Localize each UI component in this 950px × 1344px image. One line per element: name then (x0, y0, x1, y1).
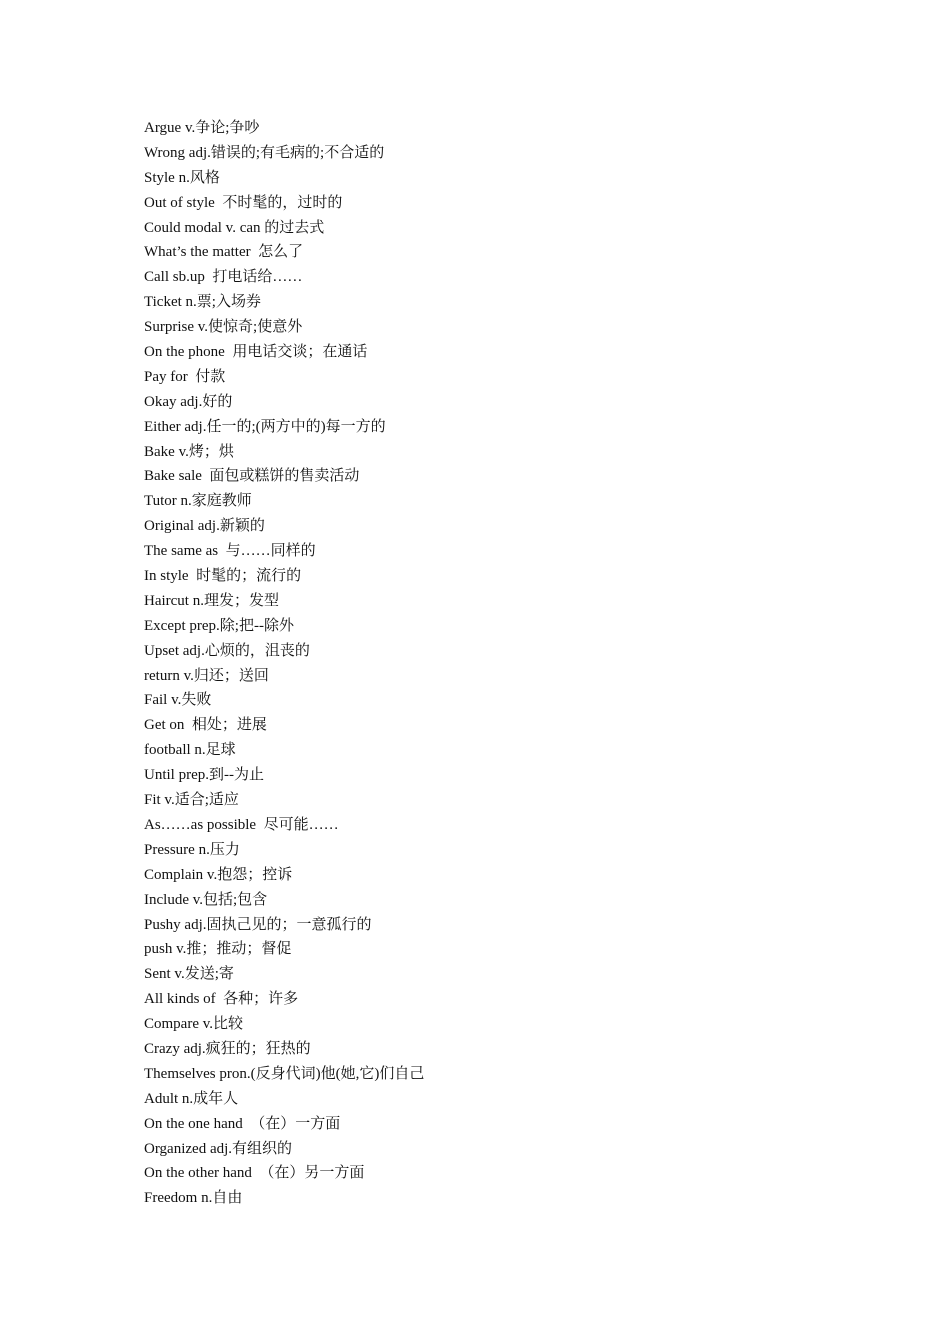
vocabulary-entry: Bake v.烤；烘 (144, 443, 234, 460)
vocabulary-entry: Okay adj.好的 (144, 393, 233, 410)
vocabulary-entry: As……as possible 尽可能…… (144, 816, 339, 833)
vocabulary-entry: Ticket n.票;入场券 (144, 294, 261, 311)
vocabulary-entry: football n.足球 (144, 742, 236, 759)
vocabulary-entry: What’s the matter 怎么了 (144, 244, 304, 261)
vocabulary-entry: Except prep.除;把--除外 (144, 617, 294, 634)
vocabulary-entry: Pushy adj.固执己见的；一意孤行的 (144, 916, 372, 933)
vocabulary-entry: Sent v.发送;寄 (144, 966, 234, 983)
vocabulary-entry: Argue v.争论;争吵 (144, 120, 260, 136)
vocabulary-entry: Bake sale 面包或糕饼的售卖活动 (144, 468, 360, 485)
vocabulary-entry: On the phone 用电话交谈；在通话 (144, 344, 368, 361)
vocabulary-entry: In style 时髦的；流行的 (144, 568, 302, 585)
vocabulary-entry: All kinds of 各种；许多 (144, 991, 299, 1008)
vocabulary-entry: Wrong adj.错误的;有毛病的;不合适的 (144, 144, 385, 161)
vocabulary-entry: Fit v.适合;适应 (144, 792, 239, 809)
vocabulary-entry: Haircut n.理发；发型 (144, 592, 279, 609)
vocabulary-entry: push v.推；推动；督促 (144, 941, 292, 958)
vocabulary-entry: Surprise v.使惊奇;使意外 (144, 319, 303, 336)
vocabulary-entry: Get on 相处；进展 (144, 717, 267, 734)
vocabulary-entry: Original adj.新颖的 (144, 518, 265, 535)
vocabulary-entry: Pressure n.压力 (144, 841, 240, 858)
vocabulary-entry: Themselves pron.(反身代词)他(她,它)们自己 (144, 1065, 425, 1082)
vocabulary-entry: Include v.包括;包含 (144, 891, 268, 908)
vocabulary-entry: Out of style 不时髦的，过时的 (144, 194, 343, 211)
vocabulary-entry: Either adj.任一的;(两方中的)每一方的 (144, 418, 386, 435)
vocabulary-entry: Pay for 付款 (144, 368, 226, 385)
vocabulary-entry: Complain v.抱怨；控诉 (144, 866, 293, 883)
vocabulary-entry: Organized adj.有组织的 (144, 1140, 293, 1157)
vocabulary-entry: Compare v.比较 (144, 1016, 244, 1033)
vocabulary-entry: return v.归还；送回 (144, 667, 269, 684)
vocabulary-entry: Fail v.失败 (144, 692, 212, 709)
vocabulary-entry: Until prep.到--为止 (144, 767, 264, 784)
vocabulary-entry: Call sb.up 打电话给…… (144, 269, 303, 286)
vocabulary-entry: On the one hand （在）一方面 (144, 1115, 341, 1132)
vocabulary-entry: The same as 与……同样的 (144, 543, 316, 560)
vocabulary-entry: On the other hand （在）另一方面 (144, 1165, 365, 1182)
vocabulary-entry: Tutor n.家庭教师 (144, 493, 252, 510)
vocabulary-entry: Could modal v. can 的过去式 (144, 219, 325, 236)
vocabulary-entry: Upset adj.心烦的，沮丧的 (144, 642, 310, 659)
vocabulary-list (144, 116, 424, 1211)
vocabulary-entry: Style n.风格 (144, 169, 220, 186)
vocabulary-entry: Freedom n.自由 (144, 1190, 243, 1207)
vocabulary-entry: Adult n.成年人 (144, 1090, 239, 1107)
vocabulary-entry: Crazy adj.疯狂的；狂热的 (144, 1040, 311, 1057)
